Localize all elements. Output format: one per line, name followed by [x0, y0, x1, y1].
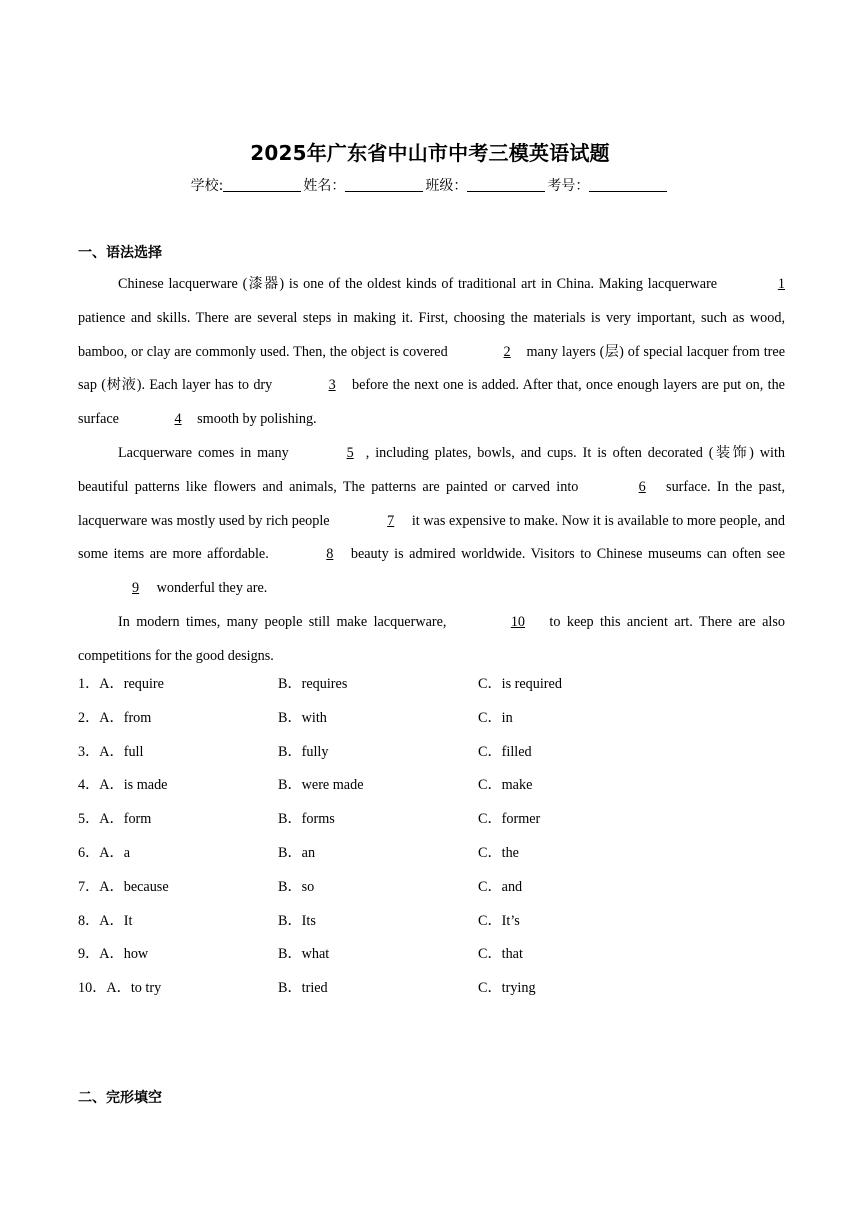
blank-4: 4: [174, 411, 182, 428]
section-2-title: 二、完形填空: [78, 1090, 162, 1106]
passage-text: it was expensive to make. Now it is available to more people, and some items are more affordable.: [78, 512, 785, 563]
question-number: 1．: [78, 676, 100, 692]
question-number: 10．: [78, 980, 107, 997]
option-b[interactable]: B．fully: [278, 743, 329, 760]
question-row: [78, 769, 785, 803]
option-c[interactable]: C．that: [478, 946, 523, 963]
question-number: 9．: [78, 946, 100, 963]
question-number: 5．: [78, 811, 100, 828]
passage-paragraph-3: [78, 606, 785, 674]
option-b[interactable]: B．forms: [278, 811, 335, 828]
question-number-and-option-a[interactable]: [78, 702, 151, 736]
student-info-line: [0, 175, 860, 195]
passage-text: patience and skills. There are several steps in making it. First, choosing the materials is very important, such as wood, bamboo, or clay are commonly used. Then, the object is covered: [78, 309, 785, 360]
option-c[interactable]: C．is required: [478, 676, 562, 692]
question-number: 2．: [78, 709, 100, 726]
option-c[interactable]: C．filled: [478, 743, 532, 760]
section-1-title: 一、语法选择: [78, 245, 162, 261]
option-a[interactable]: A．is made: [99, 777, 168, 794]
blank-7: 7: [387, 512, 395, 529]
passage-text: smooth by polishing.: [193, 411, 317, 428]
blank-10: 10: [510, 613, 526, 630]
passage-text: Lacquerware comes in many: [118, 444, 295, 461]
passage-text: to keep this ancient art. There are also competitions for the good designs.: [78, 613, 785, 664]
question-row: [78, 702, 785, 736]
option-a[interactable]: A．full: [99, 743, 144, 760]
grammar-passage: [78, 268, 785, 674]
option-b[interactable]: B．what: [278, 946, 330, 963]
question-options: [78, 668, 785, 1006]
blank-2: 2: [503, 343, 511, 360]
question-row: [78, 736, 785, 770]
option-c[interactable]: C．trying: [478, 980, 536, 997]
option-a[interactable]: A．how: [99, 946, 149, 963]
question-row: [78, 972, 785, 1006]
blank-5: 5: [346, 444, 354, 461]
option-a[interactable]: A．require: [99, 676, 164, 692]
question-row: [78, 938, 785, 972]
option-a[interactable]: A．from: [99, 709, 152, 726]
passage-text: In modern times, many people still make lacquerware,: [118, 613, 453, 630]
question-number-and-option-a[interactable]: [78, 837, 130, 871]
option-a[interactable]: A．It: [99, 912, 133, 929]
name-blank[interactable]: [345, 177, 423, 192]
question-number: 4．: [78, 777, 100, 794]
option-b[interactable]: B．Its: [278, 912, 316, 929]
passage-text: beauty is admired worldwide. Visitors to Chinese museums can often see: [345, 546, 786, 563]
class-label: 班级：: [425, 178, 468, 194]
question-number-and-option-a[interactable]: [78, 938, 148, 972]
option-c[interactable]: C．in: [478, 709, 513, 726]
option-b[interactable]: B．requires: [278, 676, 348, 692]
school-blank[interactable]: [223, 177, 301, 192]
passage-text: surface. In the past, lacquerware was mostly used by rich people: [78, 478, 785, 529]
blank-3: 3: [328, 377, 336, 394]
question-row: [78, 837, 785, 871]
number-blank[interactable]: [589, 177, 667, 192]
question-number: 3．: [78, 743, 100, 760]
option-c[interactable]: C．It’s: [478, 912, 520, 929]
question-number-and-option-a[interactable]: [78, 803, 151, 837]
option-a[interactable]: A．a: [99, 844, 131, 861]
page-title: 2025年广东省中山市中考三模英语试题: [250, 141, 610, 165]
option-a[interactable]: A．because: [99, 878, 169, 895]
number-label: 考号：: [547, 178, 590, 194]
passage-text: Chinese lacquerware (漆器) is one of the oldest kinds of traditional art in China. Making lacquerware: [118, 276, 722, 292]
blank-8: 8: [326, 546, 334, 563]
passage-paragraph-1: [78, 268, 785, 437]
question-number-and-option-a[interactable]: [78, 972, 161, 1006]
question-row: [78, 668, 785, 702]
option-a[interactable]: A．form: [99, 811, 152, 828]
passage-text: before the next one is added. After that, once enough layers are put on, the surface: [78, 377, 785, 428]
question-number-and-option-a[interactable]: [78, 668, 164, 702]
blank-9: 9: [132, 580, 140, 597]
blank-1: 1: [777, 276, 785, 292]
class-blank[interactable]: [467, 177, 545, 192]
question-number-and-option-a[interactable]: [78, 871, 169, 905]
option-c[interactable]: C．the: [478, 844, 519, 861]
question-number-and-option-a[interactable]: [78, 736, 143, 770]
option-a[interactable]: A．to try: [106, 980, 162, 997]
option-b[interactable]: B．an: [278, 844, 316, 861]
question-number-and-option-a[interactable]: [78, 769, 167, 803]
passage-paragraph-2: [78, 437, 785, 606]
question-row: [78, 871, 785, 905]
question-number: 6．: [78, 844, 100, 861]
question-row: [78, 803, 785, 837]
option-c[interactable]: C．former: [478, 811, 541, 828]
question-number-and-option-a[interactable]: [78, 905, 132, 939]
passage-text: many layers (层) of special lacquer from tree sap (树液). Each layer has to dry: [78, 343, 785, 394]
passage-text: wonderful they are.: [153, 580, 268, 597]
option-c[interactable]: C．make: [478, 777, 533, 794]
question-number: 7．: [78, 878, 100, 895]
passage-text: , including plates, bowls, and cups. It is often decorated (装饰) with beautiful patterns like flowers and animals, The patterns are painted or carved into: [78, 444, 785, 495]
option-b[interactable]: B．with: [278, 709, 327, 726]
option-b[interactable]: B．tried: [278, 980, 328, 997]
option-b[interactable]: B．so: [278, 878, 315, 895]
option-c[interactable]: C．and: [478, 878, 523, 895]
name-label: 姓名：: [303, 178, 346, 194]
question-number: 8．: [78, 912, 100, 929]
blank-6: 6: [638, 478, 646, 495]
question-row: [78, 905, 785, 939]
school-label: 学校:: [190, 178, 224, 194]
option-b[interactable]: B．were made: [278, 777, 364, 794]
